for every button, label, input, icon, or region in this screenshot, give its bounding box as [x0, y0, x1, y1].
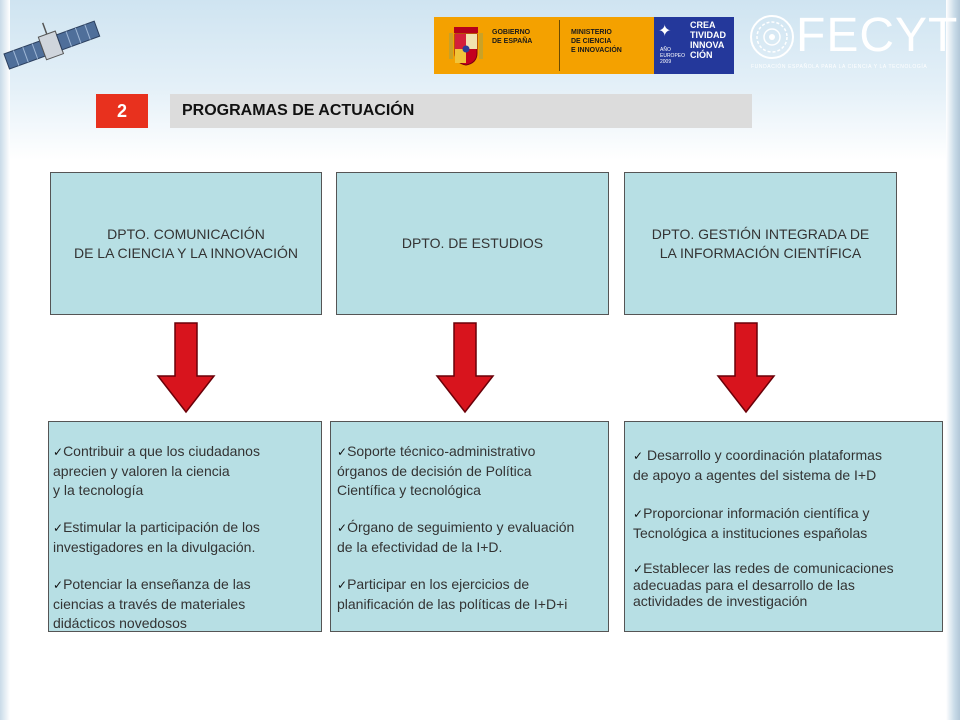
left-edge-shade [0, 0, 10, 720]
fecyt-emblem-icon [749, 14, 795, 60]
checkmark-icon: ✓ [633, 507, 644, 521]
dept-box-studies [336, 172, 609, 315]
crea-text: CREA TIVIDAD INNOVA CIÓN [690, 20, 726, 60]
gobierno-logo [434, 17, 560, 74]
down-arrow-icon [716, 322, 776, 414]
logo-divider [559, 20, 560, 71]
checkmark-icon: ✓ [633, 562, 644, 576]
checkmark-icon: ✓ [53, 445, 64, 459]
checkmark-icon: ✓ [337, 521, 348, 535]
list-item: ✓Potenciar la enseñanza de las ciencias a través de materiales didácticos novedosos [53, 576, 251, 631]
fecyt-subtitle: FUNDACIÓN ESPAÑOLA PARA LA CIENCIA Y LA TECNOLOGÍA [751, 64, 928, 70]
dept-box-information [624, 172, 897, 315]
list-item: ✓Soporte técnico-administrativo órganos de decisión de Política Científica y tecnológica [337, 443, 536, 498]
actions-box-communication [48, 421, 322, 632]
creatividad-logo [654, 17, 734, 74]
list-item: ✓Participar en los ejercicios de planificación de las políticas de I+D+i [337, 576, 568, 612]
ministerio-text: MINISTERIO DE CIENCIA E INNOVACIÓN [571, 29, 622, 54]
down-arrow-icon [435, 322, 495, 414]
list-item: ✓Órgano de seguimiento y evaluación de la efectividad de la I+D. [337, 519, 575, 555]
list-item: ✓Establecer las redes de comunicaciones adecuadas para el desarrollo de las actividades de investigación [633, 560, 894, 609]
list-item: ✓Estimular la participación de los investigadores en la divulgación. [53, 519, 260, 555]
fecyt-wordmark: FECYT [796, 9, 959, 62]
list-item: ✓ Desarrollo y coordinación plataformas de apoyo a agentes del sistema de I+D [633, 447, 882, 483]
crea-year-text: AÑO EUROPEO 2009 [660, 47, 686, 65]
satellite-icon [0, 0, 110, 90]
section-title: PROGRAMAS DE ACTUACIÓN [170, 94, 752, 128]
section-number-badge: 2 [96, 94, 148, 128]
gobierno-text: GOBIERNO DE ESPAÑA [492, 29, 533, 45]
list-item: ✓Contribuir a que los ciudadanos aprecien y valoren la ciencia y la tecnología [53, 443, 260, 498]
dept-box-communication [50, 172, 322, 315]
list-item: ✓Proporcionar información científica y Tecnológica a instituciones españolas [633, 505, 870, 541]
right-edge-shade [946, 0, 960, 720]
star-icon: ✦ [658, 23, 672, 40]
actions-box-information [624, 421, 943, 632]
checkmark-icon: ✓ [633, 449, 644, 463]
checkmark-icon: ✓ [53, 521, 64, 535]
dept-title: DPTO. COMUNICACIÓN DE LA CIENCIA Y LA INNOVACIÓN [73, 225, 299, 261]
dept-title: DPTO. DE ESTUDIOS [401, 235, 544, 251]
actions-box-studies [330, 421, 609, 632]
checkmark-icon: ✓ [53, 578, 64, 592]
down-arrow-icon [156, 322, 216, 414]
fecyt-logo [749, 9, 959, 74]
checkmark-icon: ✓ [337, 578, 348, 592]
checkmark-icon: ✓ [337, 445, 348, 459]
government-logo-strip [434, 17, 734, 74]
dept-title: DPTO. GESTIÓN INTEGRADA DE LA INFORMACIÓN CIENTÍFICA [651, 225, 870, 261]
coat-of-arms-icon [446, 25, 486, 67]
